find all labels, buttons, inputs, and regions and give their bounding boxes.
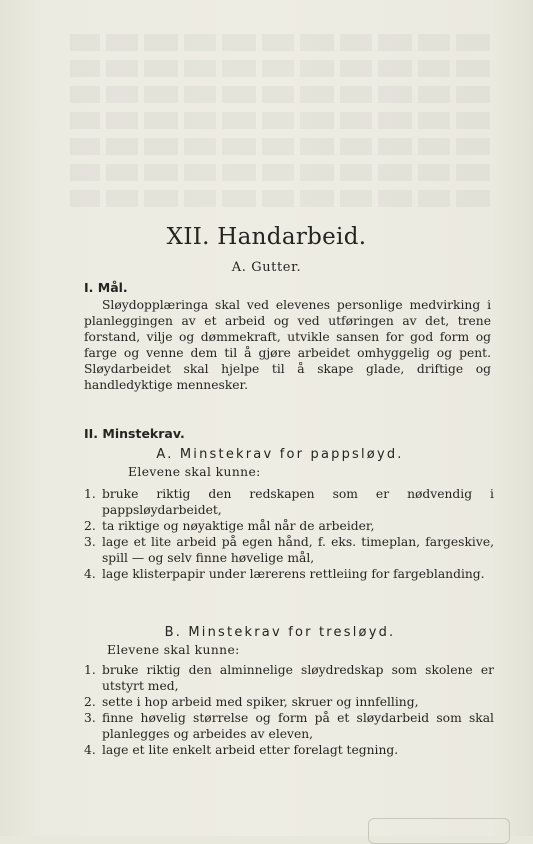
section-heading-minstekrav: II. Minstekrav. <box>84 426 185 441</box>
subsection-intro-tresloyd: Elevene skal kunne: <box>107 643 240 657</box>
list-item: 1. bruke riktig den alminnelige sløydredskap som skolene er utstyrt med, <box>84 663 494 693</box>
section-paragraph-maal <box>84 297 491 393</box>
subsection-intro-pappsloyd: Elevene skal kunne: <box>128 465 261 479</box>
list-item: 3. finne høvelig størrelse og form på et sløydarbeid som skal planlegges og arbeides av eleven, <box>84 711 494 741</box>
section-heading-maal: I. Mål. <box>84 280 128 295</box>
list-item: 3. lage et lite arbeid på egen hånd, f. eks. timeplan, fargeskive, spill — og selv finne høvelige mål, <box>84 535 494 565</box>
list-item: 2. sette i hop arbeid med spiker, skruer og innfelling, <box>84 695 419 709</box>
page-edge-mark <box>368 818 510 844</box>
chapter-subtitle: A. Gutter. <box>231 260 302 275</box>
chapter-title: XII. Handarbeid. <box>166 224 367 250</box>
list-item: 4. lage et lite enkelt arbeid etter forelagt tegning. <box>84 743 399 757</box>
paragraph-text: Sløydopplæringa skal ved elevenes personlige medvirking i planleggingen av et arbeid og ved utføringen av det, trene forstand, vilje og dømmekraft, utvikle sansen for god form og farge og venne dem til å gjøre arbeidet omhyggelig og pent. Sløydarbeidet skal hjelpe til å skape glade, driftige og handledyktige mennesker. <box>84 298 491 392</box>
item-list-pappsloyd <box>84 486 494 582</box>
show-through-text <box>70 34 490 224</box>
list-item: 4. lage klisterpapir under lærerens rettleiing for fargeblanding. <box>84 567 485 581</box>
subsection-title-tresloyd: B. Minstekrav for tresløyd. <box>164 625 396 640</box>
list-item: 2. ta riktige og nøyaktige mål når de arbeider, <box>84 519 375 533</box>
item-list-tresloyd <box>84 662 494 758</box>
list-item: 1. bruke riktig den redskapen som er nødvendig i pappsløydarbeidet, <box>84 487 494 517</box>
subsection-title-pappsloyd: A. Minstekrav for pappsløyd. <box>156 447 404 462</box>
